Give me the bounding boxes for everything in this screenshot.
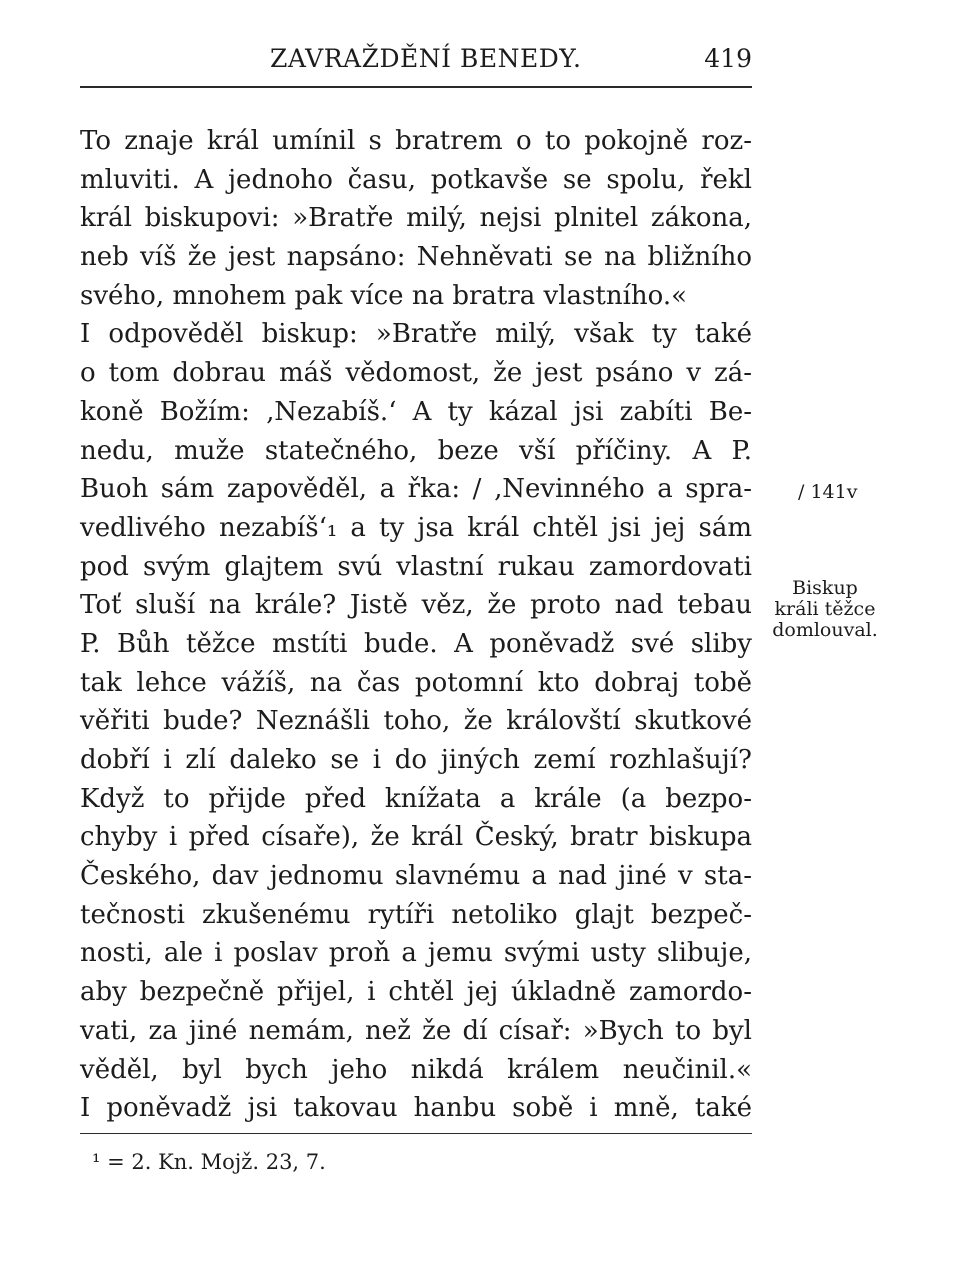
body-text [80,122,752,1128]
text-line: tak lehce vážíš, na čas potomní kto dobraj tobě [80,667,752,698]
text-line: To znaje král umínil s bratrem o to pokojně roz- [80,126,752,156]
text-line: svého, mnohem pak více na bratra vlastního.« [80,280,688,311]
text-line: P. Bůh těžce mstíti bude. A poněvadž své sliby [80,628,752,659]
text-line: vedlivého nezabíš‘₁ a ty jsa král chtěl jsi jej sám [80,512,752,543]
text-line: Toť sluší na krále? Jistě věz, že proto nad tebau [80,590,752,621]
header-rule [80,86,752,88]
text-line: Českého, dav jednomu slavnému a nad jiné v sta- [80,861,752,892]
text-line: král biskupovi: »Bratře milý, nejsi plnitel zákona, [80,203,752,234]
text-line: I poněvadž jsi takovau hanbu sobě i mně, také [80,1093,752,1124]
running-head [80,40,752,80]
text-line: neb víš že jest napsáno: Nehněvati se na bližního [80,242,752,273]
text-line: vati, za jiné nemám, než že dí císař: »Bych to byl [80,1015,752,1046]
text-line: Buoh sám zapověděl, a řka: / ‚Nevinného a spra- [80,474,752,505]
text-line: pod svým glajtem svú vlastní rukau zamordovati [80,551,752,582]
text-line: aby bezpečně přijel, i chtěl jej úkladně zamordo- [80,977,752,1008]
text-line: chyby i před císaře), že král Český, bratr biskupa [80,822,752,853]
text-line: věděl, byl bych jeho nikdá králem neučinil.« [80,1054,752,1085]
text-line: o tom dobrau máš vědomost, že jest psáno v zá- [80,358,752,389]
footnote: ¹ = 2. Kn. Mojž. 23, 7. [92,1150,326,1174]
running-title: ZAVRAŽDĚNÍ BENEDY. [270,44,582,73]
text-line: věřiti bude? Neznášli toho, že královští skutkové [80,706,752,737]
text-line: mluviti. A jednoho času, potkavše se spolu, řekl [80,164,752,195]
marginal-note [760,578,890,641]
marginal-note-line: Biskup [792,577,858,599]
page-number: 419 [704,44,752,73]
text-line: koně Božím: ‚Nezabíš.‘ A ty kázal jsi zabíti Be- [80,396,752,427]
text-line: nosti, ale i poslav proň a jemu svými usty slibuje, [80,938,752,969]
footnote-rule [80,1133,752,1134]
marginal-note-line: domlouval. [772,619,878,641]
folio-marker: / 141v [798,481,858,503]
marginal-note-line: králi těžce [774,598,876,620]
text-line: tečnosti zkušenému rytíři netoliko glajt bezpeč- [80,899,752,930]
text-line: dobří i zlí daleko se i do jiných zemí rozhlašují? [80,745,752,775]
text-line: Když to přijde před knížata a krále (a bezpo- [80,783,752,814]
text-line: nedu, muže statečného, beze vší příčiny. A P. [80,435,752,466]
text-line: I odpověděl biskup: »Bratře milý, však ty také [80,319,752,350]
